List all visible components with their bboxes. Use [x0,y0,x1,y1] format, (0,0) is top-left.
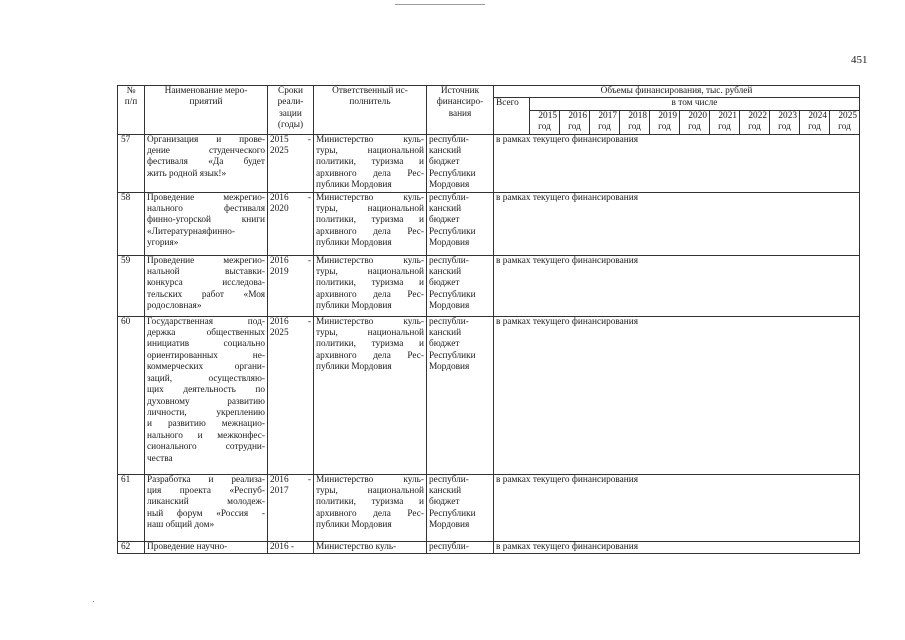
row-number: 57 [118,134,145,192]
table-row [118,541,860,553]
financing-table [117,85,860,554]
header-name: Наименование меро- приятий [145,86,268,135]
year-value: 2019 [658,110,677,121]
row-number: 61 [118,474,145,541]
year-unit: год [598,122,611,133]
header-year-2015 [530,110,560,134]
header-responsible: Ответственный ис- полнитель [314,86,427,135]
financing-source: республи- [427,541,494,553]
header-year-2021 [710,110,740,134]
term-years: 2015 - 2025 [268,134,314,192]
responsible-executor: Министерство куль- туры, национальной политики, туризма и архивного дела Рес- публики Мордовия [314,192,427,255]
financing-note: в рамках текущего финансирования [494,255,860,316]
term-years: 2016 - [268,541,314,553]
year-unit: год [718,122,731,133]
term-years: 2016 - 2019 [268,255,314,316]
financing-note: в рамках текущего финансирования [494,316,860,474]
table-row [118,192,860,255]
measure-name: Организация и прове- дение студенческого фестиваля «Да будет жить родной язык!» [145,134,268,192]
header-year-2016 [560,110,590,134]
row-number: 60 [118,316,145,474]
header-year-2025 [830,110,860,134]
measure-name: Проведение научно- [145,541,268,553]
measure-name: Разработка и реализа- ция проекта «Респуб- ликанский молодеж- ный форум «Россия - наш общий дом» [145,474,268,541]
header-source: Источник финансиро- вания [427,86,494,135]
top-edge-line [395,4,485,5]
responsible-executor: Министерство куль- туры, национальной политики, туризма и архивного дела Рес- публики Мордовия [314,316,427,474]
financing-source: республи- канский бюджет Республики Мордовия [427,474,494,541]
table-row [118,474,860,541]
financing-source: республи- канский бюджет Республики Мордовия [427,192,494,255]
header-year-2018 [620,110,650,134]
financing-note: в рамках текущего финансирования [494,192,860,255]
responsible-executor: Министерство куль- [314,541,427,553]
header-year-2017 [590,110,620,134]
year-value: 2020 [688,110,707,121]
year-value: 2024 [808,110,827,121]
page-number: 451 [851,54,868,66]
year-value: 2025 [838,110,857,121]
term-years: 2016 - 2020 [268,192,314,255]
term-years: 2016 - 2017 [268,474,314,541]
row-number: 58 [118,192,145,255]
year-unit: год [628,122,641,133]
financing-source: республи- канский бюджет Республики Мордовия [427,255,494,316]
header-year-2020 [680,110,710,134]
measure-name: Проведение межрегио- нального фестиваля финно-угорской книги «Литературнаяфинно- угория» [145,192,268,255]
year-value: 2017 [598,110,617,121]
year-unit: год [568,122,581,133]
header-num: № п/п [118,86,145,135]
scan-speck [93,601,94,602]
year-value: 2015 [538,110,557,121]
financing-note: в рамках текущего финансирования [494,474,860,541]
term-years: 2016 - 2025 [268,316,314,474]
financing-note: в рамках текущего финансирования [494,541,860,553]
row-number: 59 [118,255,145,316]
year-value: 2022 [748,110,767,121]
table-row [118,316,860,474]
year-value: 2016 [568,110,587,121]
header-total: Всего [494,98,530,134]
year-value: 2018 [628,110,647,121]
header-volumes: Объемы финансирования, тыс. рублей [494,86,860,98]
table-row [118,134,860,192]
header-year-2019 [650,110,680,134]
year-unit: год [808,122,821,133]
year-unit: год [688,122,701,133]
responsible-executor: Министерство куль- туры, национальной политики, туризма и архивного дела Рес- публики Мордовия [314,134,427,192]
year-value: 2023 [778,110,797,121]
financing-source: республи- канский бюджет Республики Мордовия [427,134,494,192]
table-row [118,255,860,316]
year-unit: год [658,122,671,133]
responsible-executor: Министерство куль- туры, национальной политики, туризма и архивного дела Рес- публики Мордовия [314,255,427,316]
year-unit: год [748,122,761,133]
measure-name: Государственная под- держка общественных инициатив социально ориентированных не- коммерческих органи- заций, осуществляю- щих деятельность по духовному развитию личности, укреплению и развитию межнацио- нального и межконфес- сионального сотрудни- чества [145,316,268,474]
year-value: 2021 [718,110,737,121]
header-year-2024 [800,110,830,134]
header-including: в том числе [530,98,860,110]
row-number: 62 [118,541,145,553]
year-unit: год [538,122,551,133]
financing-note: в рамках текущего финансирования [494,134,860,192]
year-unit: год [838,122,851,133]
header-term: Сроки реали- зации (годы) [268,86,314,135]
financing-source: республи- канский бюджет Республики Мордовия [427,316,494,474]
year-unit: год [778,122,791,133]
header-year-2022 [740,110,770,134]
header-year-2023 [770,110,800,134]
responsible-executor: Министерство куль- туры, национальной политики, туризма и архивного дела Рес- публики Мордовия [314,474,427,541]
measure-name: Проведение межрегио- нальной выставки- конкурса исследова- тельских работ «Моя родословная» [145,255,268,316]
